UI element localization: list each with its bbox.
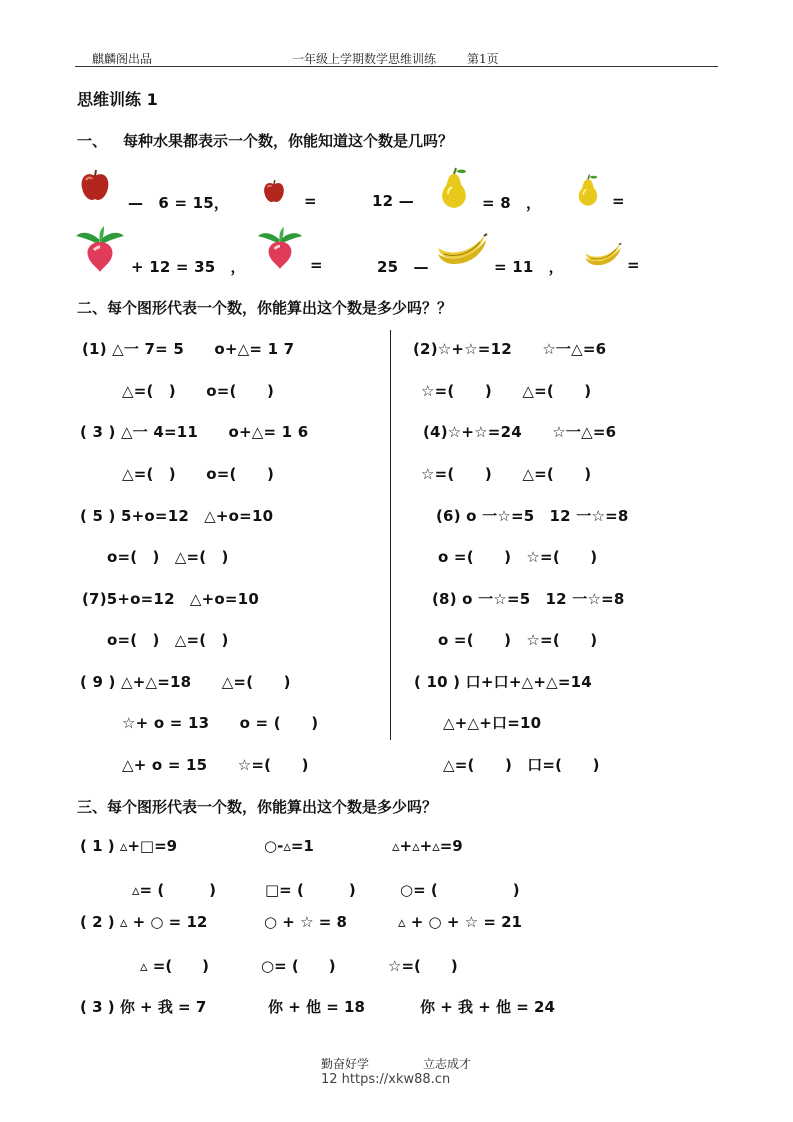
banana-icon bbox=[436, 234, 488, 266]
radish-icon bbox=[258, 226, 302, 270]
header-title: 一年级上学期数学思维训练 bbox=[292, 52, 437, 66]
s2-left-9-line2: ☆+ o = 13 o = ( ) bbox=[122, 714, 319, 732]
s2-right-6-line1: (6) o 一☆=5 12 一☆=8 bbox=[436, 507, 629, 525]
page-number: 第1页 bbox=[467, 52, 499, 66]
section1-heading: 每种水果都表示一个数，你能知道这个数是几吗？ bbox=[123, 132, 454, 150]
s1-row1-eq-e: = bbox=[612, 192, 625, 210]
s2-right-4-line2: ☆=( ) △=( ) bbox=[421, 465, 592, 483]
s2-right-8-line2: o =( ) ☆=( ) bbox=[438, 631, 598, 649]
s3-p1-eq-b: ○-▵=1 bbox=[264, 837, 314, 855]
s3-p2-ans-b: ○= ( ) bbox=[261, 957, 336, 975]
s2-left-9-line3: △+ o = 15 ☆=( ) bbox=[122, 756, 309, 774]
s3-p2-ans-c: ☆=( ) bbox=[388, 957, 458, 975]
s1-row2-eq-b: = bbox=[310, 256, 323, 274]
s3-p3-eq-a: ( 3 ) 你 + 我 = 7 bbox=[80, 998, 207, 1016]
footer-motto-2: 立志成才 bbox=[423, 1057, 472, 1071]
s2-left-1-line2: △=( ) o=( ) bbox=[122, 382, 274, 400]
s3-p2-ans-a: ▵ =( ) bbox=[140, 957, 210, 975]
s2-left-9-line1: ( 9 ) △+△=18 △=( ) bbox=[80, 673, 291, 691]
s2-right-10-line2: △+△+口=10 bbox=[443, 714, 542, 732]
banana-icon bbox=[584, 242, 622, 268]
s1-row2-eq-a: + 12 = 35 ， bbox=[131, 258, 246, 276]
apple-icon bbox=[263, 178, 285, 204]
s1-row1-eq-d: = 8 ， bbox=[482, 194, 542, 212]
s2-left-7-line1: (7)5+o=12 △+o=10 bbox=[82, 590, 259, 608]
s3-p1-eq-a: ( 1 ) ▵+□=9 bbox=[80, 837, 178, 855]
s3-p3-eq-c: 你 + 我 + 他 = 24 bbox=[420, 998, 555, 1016]
pear-icon bbox=[436, 168, 472, 210]
s1-row1-eq-b: = bbox=[304, 192, 317, 210]
s1-row2-eq-e: = bbox=[627, 256, 640, 274]
section1-number: 一、 bbox=[77, 132, 108, 150]
s3-p2-eq-b: ○ + ☆ = 8 bbox=[264, 913, 347, 931]
publisher-label: 麒麟阁出品 bbox=[92, 52, 153, 66]
s3-p2-eq-a: ( 2 ) ▵ + ○ = 12 bbox=[80, 913, 208, 931]
column-divider bbox=[390, 330, 391, 740]
s2-left-3-line2: △=( ) o=( ) bbox=[122, 465, 274, 483]
s3-p1-eq-c: ▵+▵+▵=9 bbox=[392, 837, 463, 855]
s2-left-1-line1: (1) △一 7= 5 o+△= 1 7 bbox=[82, 340, 295, 358]
s2-right-8-line1: (8) o 一☆=5 12 一☆=8 bbox=[432, 590, 625, 608]
s1-row2-eq-d: = 11 ， bbox=[494, 258, 564, 276]
s3-p1-ans-a: ▵= ( ) bbox=[132, 881, 217, 899]
s3-p1-ans-b: □= ( ) bbox=[265, 881, 356, 899]
radish-icon bbox=[76, 226, 124, 272]
s3-p1-ans-c: ○= ( ) bbox=[400, 881, 520, 899]
s2-right-10-line3: △=( ) 口=( ) bbox=[443, 756, 600, 774]
s1-row1-eq-a: — 6 = 15， bbox=[128, 194, 230, 212]
s2-right-2-line2: ☆=( ) △=( ) bbox=[421, 382, 592, 400]
s2-left-5-line1: ( 5 ) 5+o=12 △+o=10 bbox=[80, 507, 274, 525]
s2-left-7-line2: o=( ) △=( ) bbox=[107, 631, 229, 649]
footer-motto-1: 勤奋好学 bbox=[321, 1057, 370, 1071]
s3-p3-eq-b: 你 + 他 = 18 bbox=[268, 998, 365, 1016]
s2-right-2-line1: (2)☆+☆=12 ☆一△=6 bbox=[413, 340, 607, 358]
s2-right-10-line1: ( 10 ) 口+口+△+△=14 bbox=[414, 673, 592, 691]
apple-icon bbox=[80, 168, 110, 202]
footer-url[interactable]: 12 https://xkw88.cn bbox=[321, 1072, 451, 1087]
header-rule bbox=[75, 66, 718, 67]
s1-row1-eq-c: 12 — bbox=[372, 192, 414, 210]
section2-heading: 二、每个图形代表一个数，你能算出这个数是多少吗？？ bbox=[77, 299, 453, 317]
s1-row2-eq-c: 25 — bbox=[377, 258, 429, 276]
s2-right-6-line2: o =( ) ☆=( ) bbox=[438, 548, 598, 566]
worksheet-title: 思维训练 1 bbox=[77, 90, 158, 109]
s2-left-5-line2: o=( ) △=( ) bbox=[107, 548, 229, 566]
pear-icon bbox=[574, 174, 602, 208]
section3-heading: 三、每个图形代表一个数，你能算出这个数是多少吗？ bbox=[77, 798, 438, 816]
s2-right-4-line1: (4)☆+☆=24 ☆一△=6 bbox=[423, 423, 617, 441]
s2-left-3-line1: ( 3 ) △一 4=11 o+△= 1 6 bbox=[80, 423, 309, 441]
s3-p2-eq-c: ▵ + ○ + ☆ = 21 bbox=[398, 913, 522, 931]
